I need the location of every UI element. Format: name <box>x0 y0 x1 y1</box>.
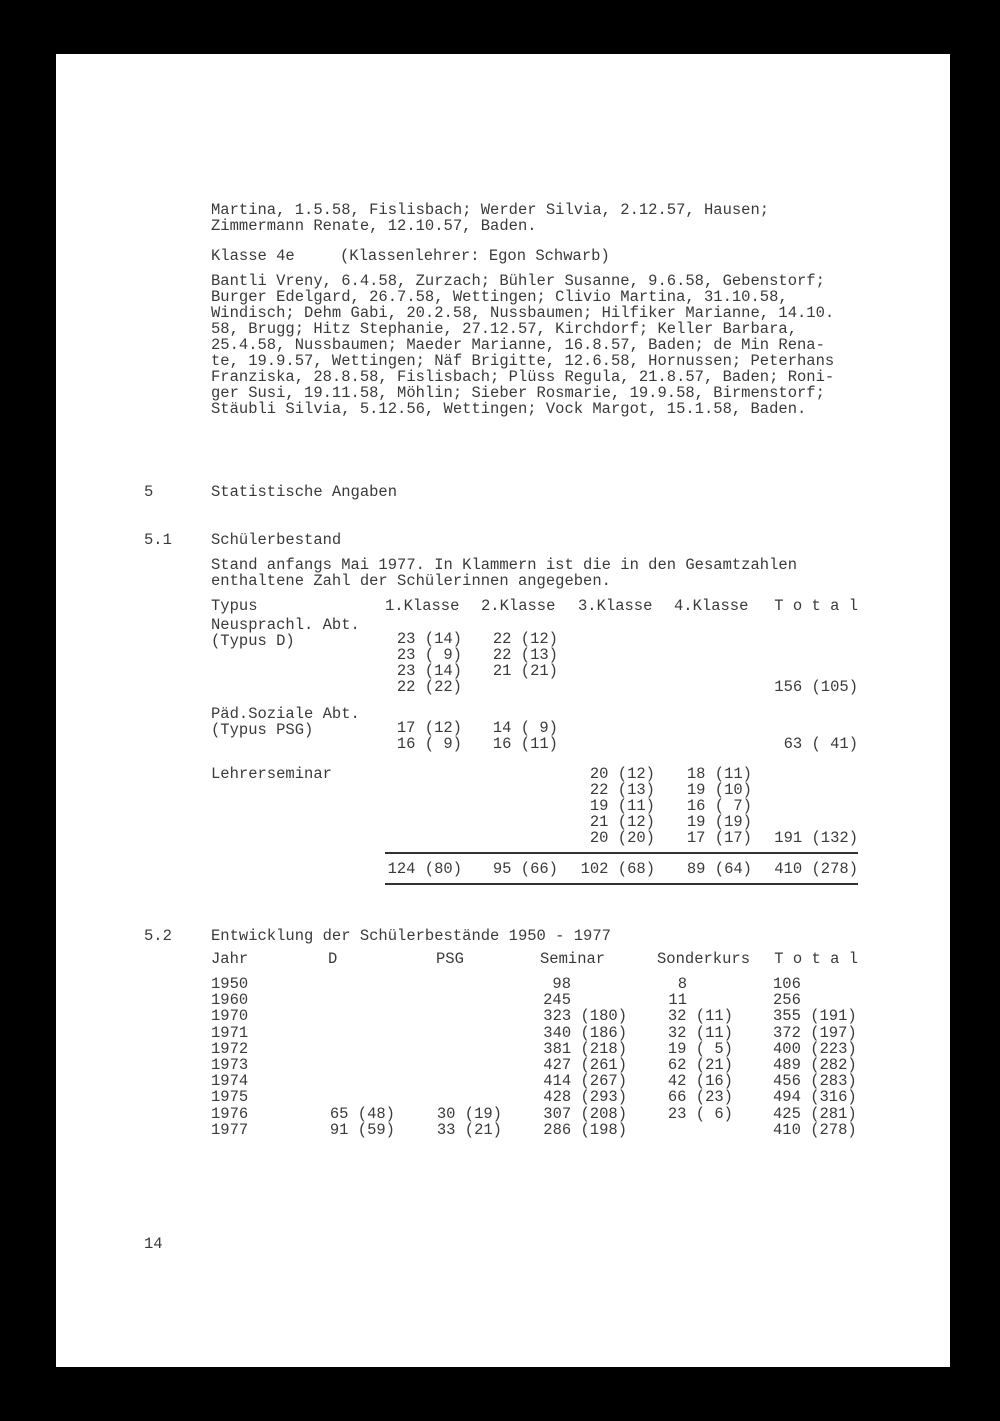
table-cell: 191 (132) <box>774 829 858 847</box>
section-number: 5.1 <box>144 531 172 549</box>
table-cell: 427 (261) <box>543 1056 627 1074</box>
table-header: Seminar <box>540 950 606 968</box>
table-header: PSG <box>436 950 464 968</box>
table-cell: 19 (11) <box>589 797 655 815</box>
section-title: Statistische Angaben <box>211 483 398 501</box>
table-header: Typus <box>211 597 258 615</box>
table-cell: 245 <box>543 991 571 1010</box>
row-label: (Typus D) <box>211 632 295 650</box>
year-cell: 1950 <box>211 975 249 993</box>
total-cell: 106 <box>773 975 801 993</box>
row-label: Päd.Soziale Abt. <box>211 705 360 723</box>
table-cell: 20 (20) <box>589 829 655 847</box>
table-cell: 22 (12) <box>492 630 558 648</box>
table-cell: 21 (12) <box>589 813 655 831</box>
table-cell: 381 (218) <box>543 1039 627 1058</box>
rule-line <box>385 852 858 854</box>
table-cell: 32 (11) <box>667 1007 733 1026</box>
table-cell: 21 (21) <box>492 662 558 680</box>
table-cell: 23 (14) <box>396 662 462 680</box>
table-cell: 20 (12) <box>589 765 655 783</box>
year-cell: 1976 <box>211 1104 249 1123</box>
total-cell: 256 <box>773 991 801 1010</box>
table-cell: 16 (11) <box>492 735 558 753</box>
table-cell: 286 (198) <box>543 1120 627 1139</box>
student-list-line: Windisch; Dehm Gabi, 20.2.58, Nussbaumen; Hilfiker Marianne, 14.10. <box>211 304 835 322</box>
table-cell: 19 (10) <box>686 781 752 799</box>
total-cell: 124 (80) <box>387 860 462 878</box>
student-list-line: Bantli Vreny, 6.4.58, Zurzach; Bühler Susanne, 9.6.58, Gebenstorf; <box>211 272 825 290</box>
table-cell: 16 ( 9) <box>396 735 462 753</box>
rule-line <box>385 883 858 885</box>
table-cell: 428 (293) <box>543 1088 627 1107</box>
table-cell: 30 (19) <box>436 1104 502 1123</box>
total-cell: 400 (223) <box>773 1039 857 1058</box>
klasse-teacher: (Klassenlehrer: Egon Schwarb) <box>340 247 610 265</box>
total-cell: 410 (278) <box>774 860 858 878</box>
table-header: 1.Klasse <box>385 597 460 615</box>
student-list-line: te, 19.9.57, Wettingen; Näf Brigitte, 12.6.58, Hornussen; Peterhans <box>211 352 835 370</box>
table-cell: 91 (59) <box>329 1120 395 1139</box>
year-cell: 1975 <box>211 1088 249 1107</box>
table-cell: 98 <box>552 975 571 993</box>
table-cell: 414 (267) <box>543 1072 627 1091</box>
section-number: 5 <box>144 483 154 501</box>
year-cell: 1973 <box>211 1056 249 1074</box>
klasse-heading: Klasse 4e <box>211 247 295 265</box>
total-cell: 355 (191) <box>773 1007 857 1026</box>
section-title: Entwicklung der Schülerbestände 1950 - 1977 <box>211 927 611 945</box>
table-cell: 8 <box>677 975 687 993</box>
table-cell: 16 ( 7) <box>686 797 752 815</box>
total-cell: 425 (281) <box>773 1104 857 1123</box>
table-cell: 23 ( 6) <box>667 1104 733 1123</box>
section-number: 5.2 <box>144 927 172 945</box>
table-cell: 22 (13) <box>589 781 655 799</box>
table-cell: 42 (16) <box>667 1072 733 1091</box>
table-cell: 33 (21) <box>436 1120 502 1139</box>
student-list-line: ger Susi, 19.11.58, Möhlin; Sieber Rosmarie, 19.9.58, Birmenstorf; <box>211 384 825 402</box>
table-cell: 66 (23) <box>667 1088 733 1107</box>
student-list-line: Franziska, 28.8.58, Fislisbach; Plüss Regula, 21.8.57, Baden; Roni- <box>211 368 835 386</box>
table-cell: 18 (11) <box>686 765 752 783</box>
table-cell: 156 (105) <box>774 678 858 696</box>
total-cell: 372 (197) <box>773 1023 857 1042</box>
table-cell: 23 (14) <box>396 630 462 648</box>
intro-line: Zimmermann Renate, 12.10.57, Baden. <box>211 217 537 235</box>
table-header: 3.Klasse <box>578 597 653 615</box>
table-cell: 323 (180) <box>543 1007 627 1026</box>
table-header-total: T o t a l <box>774 950 858 968</box>
total-cell: 494 (316) <box>773 1088 857 1107</box>
year-cell: 1972 <box>211 1039 249 1058</box>
total-cell: 95 (66) <box>492 860 558 878</box>
table-cell: 11 <box>668 991 687 1010</box>
table-header: 4.Klasse <box>674 597 749 615</box>
year-cell: 1960 <box>211 991 249 1010</box>
section-description: Stand anfangs Mai 1977. In Klammern ist die in den Gesamtzahlen <box>211 556 797 574</box>
table-header: D <box>328 950 338 968</box>
row-label: Neusprachl. Abt. <box>211 616 360 634</box>
table-cell: 62 (21) <box>667 1056 733 1074</box>
table-cell: 14 ( 9) <box>492 719 558 737</box>
table-header: Sonderkurs <box>657 950 751 968</box>
total-cell: 89 (64) <box>686 860 752 878</box>
table-header-total: T o t a l <box>774 597 858 615</box>
year-cell: 1970 <box>211 1007 249 1026</box>
intro-line: Martina, 1.5.58, Fislisbach; Werder Silvia, 2.12.57, Hausen; <box>211 201 770 219</box>
page-number: 14 <box>144 1235 163 1253</box>
table-header: Jahr <box>211 950 249 968</box>
section-title: Schülerbestand <box>211 531 342 549</box>
total-cell: 410 (278) <box>773 1120 857 1139</box>
table-cell: 340 (186) <box>543 1023 627 1042</box>
year-cell: 1971 <box>211 1023 249 1042</box>
total-cell: 456 (283) <box>773 1072 857 1091</box>
total-cell: 102 (68) <box>580 860 655 878</box>
section-description: enthaltene Zahl der Schülerinnen angegeben. <box>211 572 611 590</box>
student-list-line: Burger Edelgard, 26.7.58, Wettingen; Clivio Martina, 31.10.58, <box>211 288 788 306</box>
year-cell: 1974 <box>211 1072 249 1091</box>
document-page <box>56 54 950 1367</box>
student-list-line: Stäubli Silvia, 5.12.56, Wettingen; Vock Margot, 15.1.58, Baden. <box>211 400 807 418</box>
table-cell: 63 ( 41) <box>783 735 858 753</box>
total-cell: 489 (282) <box>773 1056 857 1074</box>
student-list-line: 25.4.58, Nussbaumen; Maeder Marianne, 16.8.57, Baden; de Min Rena- <box>211 336 825 354</box>
row-label: Lehrerseminar <box>211 765 332 783</box>
table-header: 2.Klasse <box>481 597 556 615</box>
year-cell: 1977 <box>211 1120 249 1139</box>
table-cell: 17 (12) <box>396 719 462 737</box>
table-cell: 307 (208) <box>543 1104 627 1123</box>
table-cell: 19 (19) <box>686 813 752 831</box>
table-cell: 23 ( 9) <box>396 646 462 664</box>
table-cell: 32 (11) <box>667 1023 733 1042</box>
table-cell: 65 (48) <box>329 1104 395 1123</box>
row-label: (Typus PSG) <box>211 721 314 739</box>
student-list-line: 58, Brugg; Hitz Stephanie, 27.12.57, Kirchdorf; Keller Barbara, <box>211 320 797 338</box>
table-cell: 17 (17) <box>686 829 752 847</box>
table-cell: 22 (22) <box>396 678 462 696</box>
table-cell: 19 ( 5) <box>667 1039 733 1058</box>
table-cell: 22 (13) <box>492 646 558 664</box>
